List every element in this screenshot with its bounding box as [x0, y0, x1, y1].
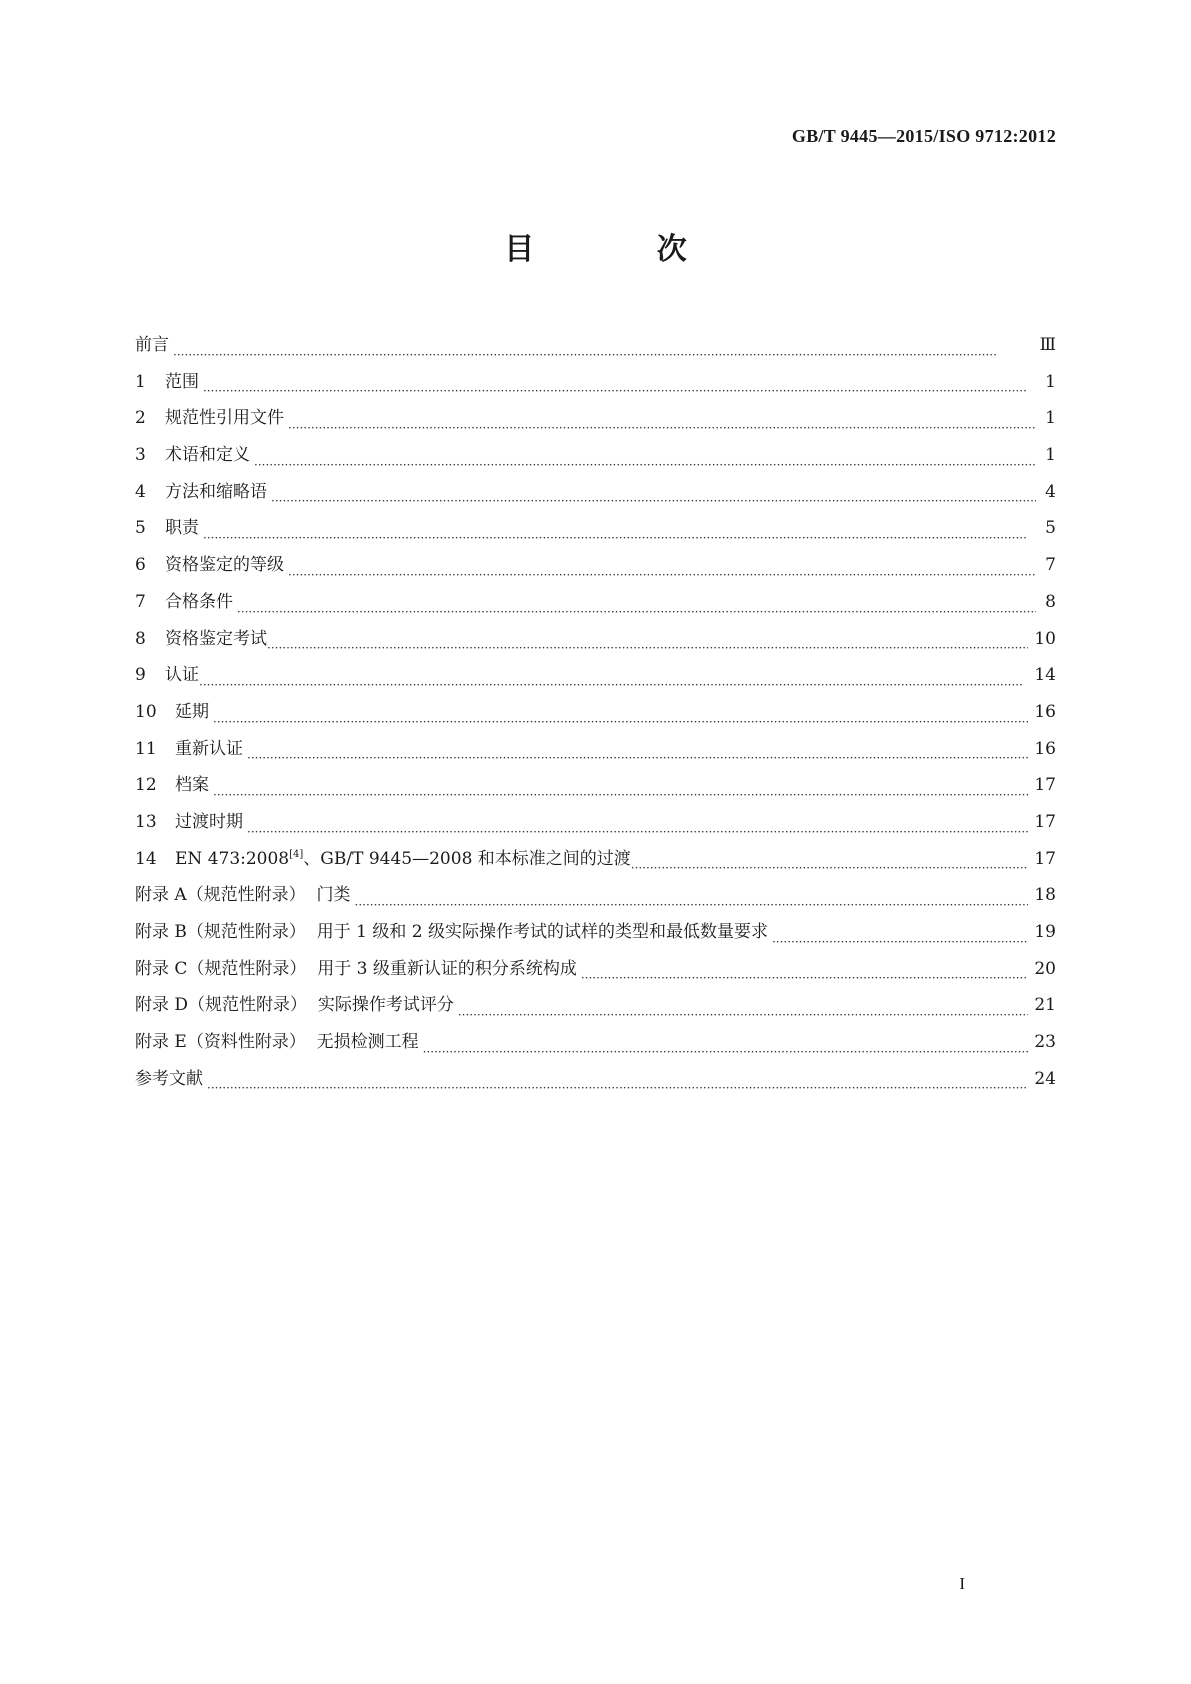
toc-entry-5[interactable] — [135, 513, 1056, 550]
toc-entry-14[interactable] — [135, 844, 1056, 881]
toc-entry-number: 13 — [135, 811, 157, 832]
toc-entry-number: 12 — [135, 775, 157, 796]
toc-entry-label: 附录 E（资料性附录） 无损检测工程 — [135, 1032, 419, 1053]
toc-entry-label — [135, 513, 203, 538]
toc-entry-page: Ⅲ — [1039, 335, 1056, 355]
toc-entry-title: 档案 — [175, 775, 209, 796]
toc-entry-label: 附录 A（规范性附录） 门类 — [135, 885, 351, 906]
toc-entry-page: 8 — [1045, 591, 1056, 612]
toc-entry-12[interactable] — [135, 770, 1056, 807]
toc-entry-number: 5 — [135, 518, 146, 539]
toc-entry-page: 17 — [1034, 775, 1056, 796]
page-number: I — [959, 1574, 965, 1593]
dot-leader — [247, 752, 1028, 764]
toc-entry-label — [135, 587, 237, 612]
reference-citation[interactable]: [4] — [289, 848, 304, 860]
toc-entry-page: 20 — [1034, 958, 1056, 979]
toc-entry-8[interactable] — [135, 624, 1056, 661]
toc-entry-2[interactable] — [135, 403, 1056, 440]
toc-entry-foreword[interactable] — [135, 330, 1056, 367]
toc-entry-label: 参考文献 — [135, 1068, 203, 1089]
toc-entry-label — [135, 367, 203, 392]
dot-leader — [237, 606, 1036, 618]
dot-leader — [203, 532, 1036, 544]
dot-leader — [173, 349, 1034, 361]
dot-leader — [203, 385, 1036, 397]
toc-entry-annex-a[interactable] — [135, 880, 1056, 917]
dot-leader — [199, 679, 1028, 691]
toc-entry-page: 1 — [1045, 371, 1056, 392]
toc-entry-number: 11 — [135, 738, 157, 759]
toc-entry-number: 9 — [135, 665, 146, 686]
toc-entry-page: 19 — [1034, 922, 1056, 942]
toc-entry-number: 6 — [135, 555, 146, 576]
toc-entry-number: 10 — [135, 701, 157, 722]
dot-leader — [271, 495, 1036, 507]
toc-entry-page: 1 — [1045, 408, 1056, 429]
toc-entry-label — [135, 844, 631, 869]
dot-leader — [288, 569, 1036, 581]
toc-entry-title: 认证 — [165, 665, 199, 686]
toc-entry-label: 前言 — [135, 335, 169, 355]
toc-entry-label: 附录 D（规范性附录） 实际操作考试评分 — [135, 995, 454, 1016]
toc-entry-page: 1 — [1045, 445, 1056, 466]
table-of-contents — [135, 330, 1056, 1100]
dot-leader — [581, 972, 1029, 984]
toc-entry-title: 资格鉴定的等级 — [165, 555, 284, 576]
toc-entry-label — [135, 660, 199, 685]
dot-leader — [772, 936, 1028, 948]
toc-entry-title: 方法和缩略语 — [165, 481, 267, 502]
toc-entry-annex-e[interactable] — [135, 1027, 1056, 1064]
toc-entry-page: 7 — [1045, 555, 1056, 576]
standard-code: GB/T 9445—2015/ISO 9712:2012 — [791, 126, 1056, 146]
toc-entry-number: 3 — [135, 445, 146, 466]
toc-entry-label — [135, 403, 288, 428]
toc-entry-page: 5 — [1045, 518, 1056, 539]
dot-leader — [355, 899, 1029, 911]
toc-entry-bibliography[interactable] — [135, 1064, 1056, 1101]
toc-entry-page: 16 — [1034, 738, 1056, 759]
toc-entry-title: 术语和定义 — [165, 445, 250, 466]
toc-entry-title: 范围 — [165, 371, 199, 392]
dot-leader — [288, 422, 1036, 434]
toc-entry-title: 资格鉴定考试 — [165, 628, 267, 649]
toc-entry-page: 24 — [1034, 1068, 1056, 1089]
toc-entry-title: 延期 — [175, 701, 209, 722]
toc-entry-9[interactable] — [135, 660, 1056, 697]
toc-entry-title: 合格条件 — [165, 591, 233, 612]
toc-entry-number: 7 — [135, 591, 146, 612]
toc-entry-label — [135, 440, 254, 465]
dot-leader — [213, 789, 1028, 801]
toc-entry-page: 17 — [1034, 811, 1056, 832]
toc-entry-page: 17 — [1034, 848, 1056, 869]
dot-leader — [631, 862, 1029, 874]
toc-entry-11[interactable] — [135, 734, 1056, 771]
toc-entry-annex-c[interactable] — [135, 954, 1056, 991]
toc-entry-13[interactable] — [135, 807, 1056, 844]
toc-entry-title: 职责 — [165, 518, 199, 539]
toc-entry-number: 4 — [135, 481, 146, 502]
toc-entry-label — [135, 477, 271, 502]
toc-entry-page: 16 — [1034, 701, 1056, 722]
toc-entry-label: 附录 C（规范性附录） 用于 3 级重新认证的积分系统构成 — [135, 958, 577, 979]
toc-entry-page: 21 — [1034, 995, 1056, 1016]
toc-entry-title: 过渡时期 — [175, 811, 243, 832]
toc-entry-label — [135, 624, 267, 649]
toc-entry-10[interactable] — [135, 697, 1056, 734]
page-title: 目 次 — [504, 232, 743, 267]
dot-leader — [458, 1009, 1029, 1021]
toc-entry-4[interactable] — [135, 477, 1056, 514]
toc-entry-label — [135, 770, 213, 795]
dot-leader — [267, 642, 1028, 654]
toc-entry-annex-b[interactable] — [135, 917, 1056, 954]
toc-entry-number: 8 — [135, 628, 146, 649]
toc-entry-number: 1 — [135, 371, 146, 392]
toc-entry-title-post: 、GB/T 9445—2008 和本标准之间的过渡 — [303, 848, 631, 869]
toc-entry-page: 23 — [1034, 1032, 1056, 1053]
toc-entry-3[interactable] — [135, 440, 1056, 477]
toc-entry-number: 14 — [135, 848, 157, 869]
toc-entry-label — [135, 734, 247, 759]
toc-entry-page: 10 — [1034, 628, 1056, 649]
toc-entry-7[interactable] — [135, 587, 1056, 624]
dot-leader — [213, 716, 1028, 728]
toc-entry-number: 2 — [135, 408, 146, 429]
toc-entry-1[interactable] — [135, 367, 1056, 404]
toc-entry-page: 4 — [1045, 481, 1056, 502]
dot-leader — [423, 1046, 1029, 1058]
toc-entry-label — [135, 697, 213, 722]
dot-leader — [254, 459, 1036, 471]
toc-entry-title-pre: EN 473:2008 — [175, 848, 290, 869]
toc-entry-annex-d[interactable] — [135, 990, 1056, 1027]
dot-leader — [207, 1082, 1028, 1094]
toc-entry-label — [135, 807, 247, 832]
toc-entry-title: 重新认证 — [175, 738, 243, 759]
toc-entry-page: 18 — [1034, 885, 1056, 906]
toc-entry-title: 规范性引用文件 — [165, 408, 284, 429]
dot-leader — [247, 826, 1028, 838]
toc-entry-label: 附录 B（规范性附录） 用于 1 级和 2 级实际操作考试的试样的类型和最低数量要求 — [135, 922, 768, 942]
toc-entry-page: 14 — [1034, 665, 1056, 686]
toc-entry-label — [135, 550, 288, 575]
toc-entry-6[interactable] — [135, 550, 1056, 587]
